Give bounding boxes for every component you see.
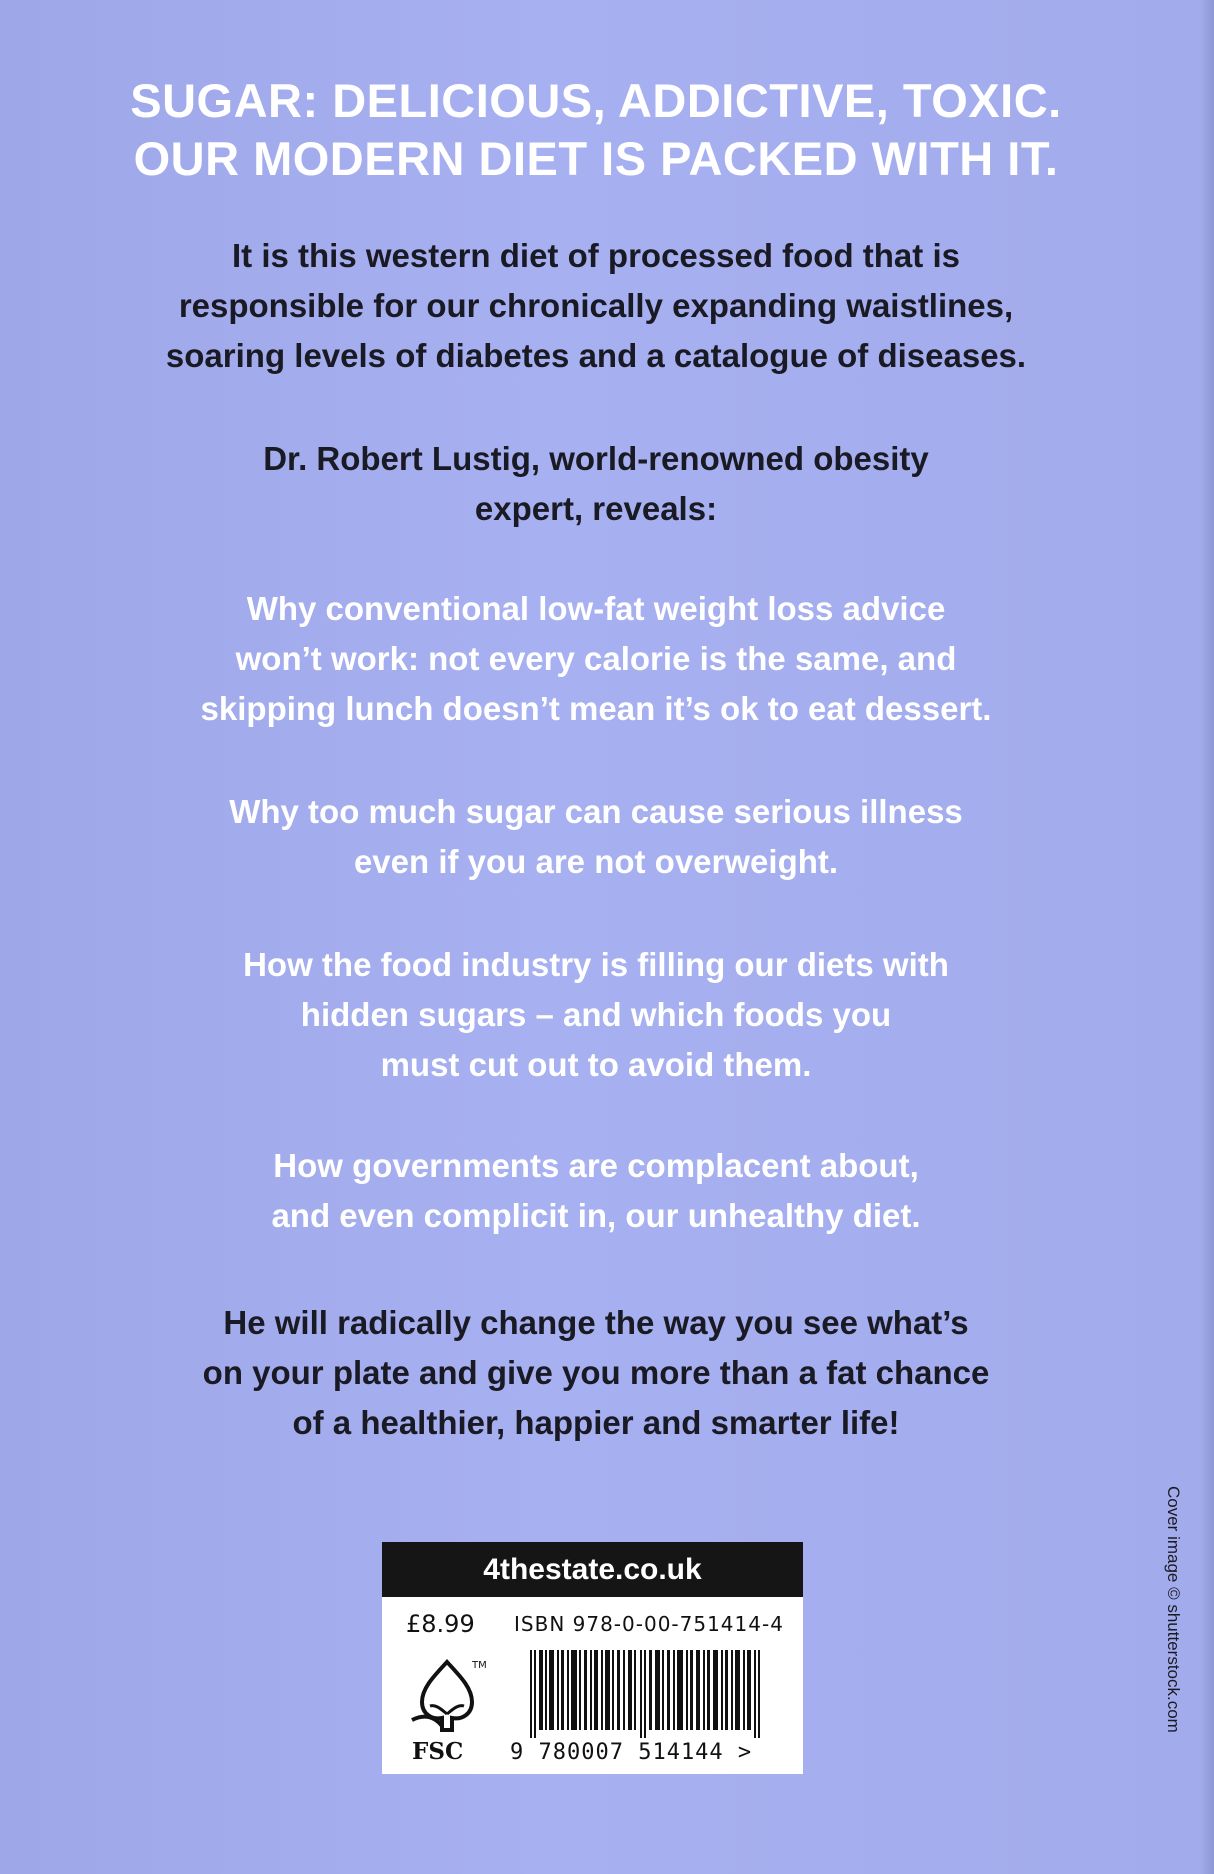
intro-line: It is this western diet of processed food that is <box>232 237 960 274</box>
author-line: expert, reveals: <box>474 490 718 527</box>
author-paragraph <box>0 434 1192 534</box>
point-3 <box>0 940 1192 1090</box>
fsc-tree-icon <box>404 1654 490 1740</box>
publisher-website[interactable]: 4thestate.co.uk <box>382 1542 803 1597</box>
point-line: skipping lunch doesn’t mean it’s ok to eat dessert. <box>200 690 992 727</box>
point-line: Why too much sugar can cause serious illness <box>229 793 963 830</box>
point-line: hidden sugars – and which foods you <box>300 996 892 1033</box>
intro-line: soaring levels of diabetes and a catalogue of diseases. <box>165 337 1027 374</box>
closing-line: He will radically change the way you see what’s <box>223 1304 969 1341</box>
barcode-digits: 9 780007 514144 > <box>510 1740 753 1765</box>
fsc-label: FSC <box>412 1738 464 1765</box>
point-1 <box>0 584 1192 734</box>
headline-line-1: SUGAR: DELICIOUS, ADDICTIVE, TOXIC. <box>130 74 1062 127</box>
price-label: £8.99 <box>406 1610 475 1638</box>
point-line: and even complicit in, our unhealthy diet. <box>271 1197 921 1234</box>
closing-line: on your plate and give you more than a fat chance <box>202 1354 990 1391</box>
closing-paragraph <box>0 1298 1192 1448</box>
barcode-icon <box>530 1650 770 1738</box>
point-line: How the food industry is filling our diets with <box>243 946 949 983</box>
point-line: must cut out to avoid them. <box>380 1046 812 1083</box>
trademark-mark: TM <box>472 1660 487 1671</box>
cover-image-credit: Cover image © shutterstock.com <box>1164 1486 1183 1733</box>
closing-line: of a healthier, happier and smarter life! <box>292 1404 900 1441</box>
point-line: How governments are complacent about, <box>273 1147 919 1184</box>
headline-line-2: OUR MODERN DIET IS PACKED WITH IT. <box>133 132 1059 185</box>
point-4 <box>0 1141 1192 1241</box>
point-2 <box>0 787 1192 887</box>
isbn-label: ISBN 978-0-00-751414-4 <box>514 1612 784 1636</box>
point-line: Why conventional low-fat weight loss advice <box>246 590 946 627</box>
intro-paragraph <box>0 231 1192 381</box>
intro-line: responsible for our chronically expanding waistlines, <box>178 287 1014 324</box>
point-line: won’t work: not every calorie is the same, and <box>235 640 957 677</box>
spine-edge <box>1200 0 1214 1874</box>
barcode-block <box>382 1542 803 1774</box>
author-line: Dr. Robert Lustig, world-renowned obesity <box>263 440 929 477</box>
headline <box>0 72 1192 188</box>
point-line: even if you are not overweight. <box>353 843 839 880</box>
